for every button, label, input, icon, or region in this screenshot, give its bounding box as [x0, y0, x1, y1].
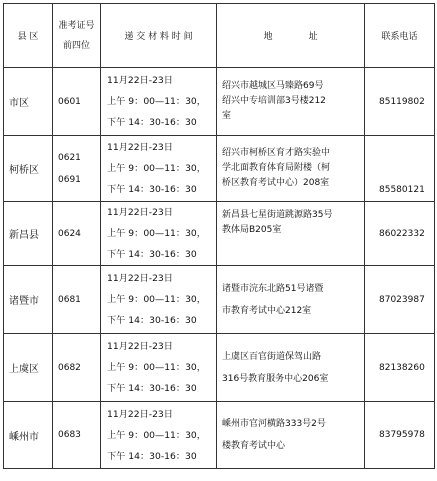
header-phone: 联系电话 — [365, 4, 435, 68]
address-line: 楼教育考试中心 — [222, 441, 286, 451]
address-line: 上虞区百官街道保驾山路 — [222, 351, 322, 362]
table-row — [4, 334, 435, 402]
time-morning: 上午 9：00—11：30， — [107, 429, 206, 441]
header-time: 递 交 材 料 时 间 — [101, 4, 217, 68]
time-afternoon: 下午 14：30-16：30 — [107, 249, 197, 260]
time-afternoon: 下午 14：30-16：30 — [107, 450, 197, 462]
header-county: 县 区 — [4, 4, 53, 68]
time-date: 11月22日-23日 — [107, 207, 173, 218]
time-cell — [101, 136, 217, 202]
table-row — [4, 402, 435, 469]
code-value: 0682 — [58, 362, 81, 373]
address-line: 室 — [222, 111, 232, 121]
address-line: 诸暨市浣东北路51号诸暨 — [222, 283, 324, 294]
header-address: 地 址 — [217, 4, 365, 68]
phone-cell: 82138260 — [365, 334, 435, 402]
table-row — [4, 136, 435, 202]
code-cell — [53, 334, 101, 402]
address-cell — [217, 136, 365, 202]
header-code-line-1: 准考证号 — [58, 20, 95, 31]
phone-cell: 83795978 — [365, 402, 435, 469]
code-cell — [53, 202, 101, 266]
phone-cell: 86022332 — [365, 202, 435, 266]
county-cell: 上虞区 — [4, 334, 53, 402]
address-cell — [217, 402, 365, 469]
address-line: 绍兴市柯桥区育才路实验中 — [222, 148, 331, 158]
time-cell — [101, 334, 217, 402]
code-value: 0601 — [58, 96, 81, 107]
time-date: 11月22日-23日 — [107, 341, 173, 352]
address-line: 桥区教育考试中心）208室 — [222, 178, 330, 188]
time-afternoon: 下午 14：30-16：30 — [107, 184, 197, 195]
code-cell — [53, 68, 101, 136]
table-row — [4, 202, 435, 266]
time-cell — [101, 402, 217, 469]
address-line: 教体局B205室 — [222, 225, 282, 235]
code-value: 0681 — [58, 294, 81, 305]
address-line: 316号教育服务中心206室 — [222, 373, 329, 384]
time-morning: 上午 9：00—11：30， — [107, 294, 206, 305]
time-cell — [101, 266, 217, 334]
code-cell — [53, 136, 101, 202]
code-value: 0691 — [58, 174, 81, 185]
address-line: 嵊州市官河横路333号2号 — [222, 419, 326, 429]
code-cell — [53, 266, 101, 334]
address-line: 新昌县七星街道跳源路35号 — [222, 210, 333, 220]
address-cell — [217, 266, 365, 334]
county-cell: 市区 — [4, 68, 53, 136]
time-date: 11月22日-23日 — [107, 273, 173, 284]
registration-table — [3, 3, 435, 469]
county-cell: 柯桥区 — [4, 136, 53, 202]
code-value: 0624 — [58, 228, 81, 239]
address-line: 绍兴市越城区马臻路69号 — [222, 81, 324, 91]
code-cell — [53, 402, 101, 469]
address-line: 学北面教育体育局附楼（柯 — [222, 163, 331, 173]
time-morning: 上午 9：00—11：30， — [107, 163, 206, 174]
time-morning: 上午 9：00—11：30， — [107, 228, 206, 239]
county-cell: 嵊州市 — [4, 402, 53, 469]
time-cell — [101, 68, 217, 136]
time-afternoon: 下午 14：30-16：30 — [107, 117, 197, 128]
time-morning: 上午 9：00—11：30， — [107, 96, 206, 107]
header-code-line-2: 前四位 — [62, 40, 90, 51]
time-morning: 上午 9：00—11：30， — [107, 362, 206, 373]
address-cell — [217, 202, 365, 266]
address-line: 市教育考试中心212室 — [222, 305, 312, 316]
code-value: 0621 — [58, 152, 81, 163]
time-cell — [101, 202, 217, 266]
time-date: 11月22日-23日 — [107, 408, 173, 420]
county-cell: 新昌县 — [4, 202, 53, 266]
table-row — [4, 266, 435, 334]
phone-cell: 87023987 — [365, 266, 435, 334]
code-value: 0683 — [58, 430, 81, 440]
address-line: 绍兴中专培训部3号楼212 — [222, 96, 326, 106]
phone-cell: 85580121 — [365, 136, 435, 202]
time-afternoon: 下午 14：30-16：30 — [107, 315, 197, 326]
header-code — [53, 4, 101, 68]
county-cell: 诸暨市 — [4, 266, 53, 334]
time-afternoon: 下午 14：30-16：30 — [107, 383, 197, 394]
address-cell — [217, 68, 365, 136]
address-cell — [217, 334, 365, 402]
time-date: 11月22日-23日 — [107, 75, 173, 86]
phone-cell: 85119802 — [365, 68, 435, 136]
time-date: 11月22日-23日 — [107, 142, 173, 153]
header-row — [4, 4, 435, 68]
table-row — [4, 68, 435, 136]
